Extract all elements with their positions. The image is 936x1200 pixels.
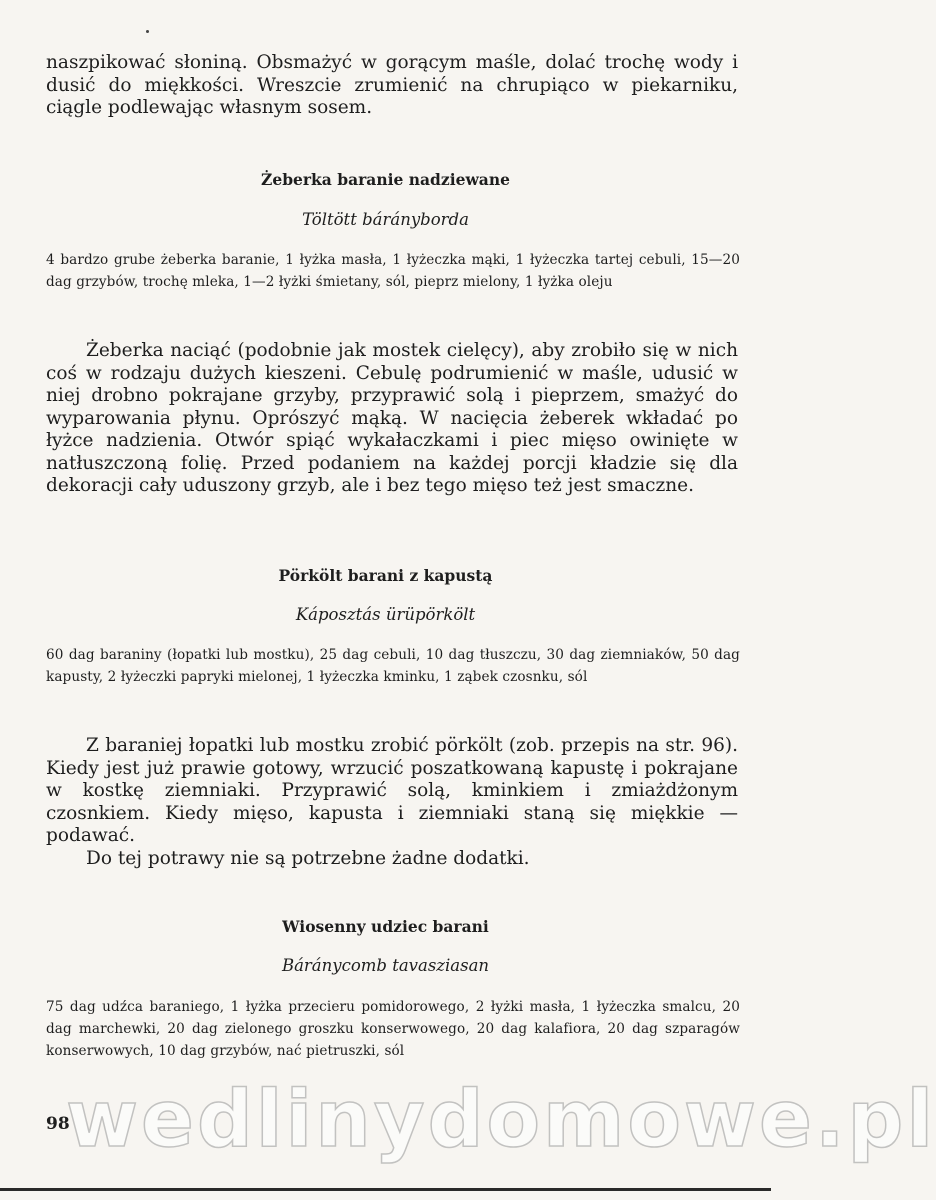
recipe-subtitle: Káposztás ürüpörkölt: [295, 605, 476, 624]
recipe-note: Do tej potrawy nie są potrzebne żadne dodatki.: [86, 848, 530, 869]
recipe-title: Pörkölt barani z kapustą: [278, 566, 493, 585]
watermark-text: wedlinydomowe.pl: [66, 1075, 936, 1165]
recipe-title: Żeberka baranie nadziewane: [261, 170, 510, 189]
intro-paragraph: naszpikować słoniną. Obsmażyć w gorącym maśle, dolać trochę wody i dusić do miękkości. Wreszcie zrumienić na chrupiąco w piekarniku, ciągle podlewając własnym sosem.: [46, 52, 738, 118]
recipe-instructions: Żeberka naciąć (podobnie jak mostek cielęcy), aby zrobiło się w nich coś w rodzaju dużych kieszeni. Cebulę podrumienić w maśle, udusić w niej drobno pokrajane grzyby, przyprawić solą i pieprzem, smażyć do wyparowania płynu. Oprószyć mąką. W nacięcia żeberek wkładać po łyżce nadzienia. Otwór spiąć wykałaczkami i piec mięso owinięte w natłuszczoną folię. Przed podaniem na każdej porcji kładzie się dla dekoracji cały uduszony grzyb, ale i bez tego mięso też jest smaczne.: [46, 340, 738, 496]
recipe-subtitle: Töltött bárányborda: [302, 210, 469, 229]
recipe-ingredients: 60 dag baraniny (łopatki lub mostku), 25 dag cebuli, 10 dag tłuszczu, 30 dag ziemniaków, 50 dag kapusty, 2 łyżeczki papryki mielonej, 1 łyżeczka kminku, 1 ząbek czosnku, sól: [46, 647, 740, 685]
scan-edge-line: [0, 1188, 771, 1191]
recipe-instructions: Z baraniej łopatki lub mostku zrobić pörkölt (zob. przepis na str. 96). Kiedy jest już prawie gotowy, wrzucić poszatkowaną kapustę i pokrajane w kostkę ziemniaki. Przyprawić solą, kminkiem i zmiażdżonym czosnkiem. Kiedy mięso, kapusta i ziemniaki staną się miękkie — podawać.: [46, 735, 738, 846]
page-number: 98: [46, 1114, 70, 1134]
recipe-subtitle: Báránycomb tavasziasan: [281, 956, 490, 975]
ink-speck: [146, 30, 149, 33]
recipe-ingredients: 4 bardzo grube żeberka baranie, 1 łyżka masła, 1 łyżeczka mąki, 1 łyżeczka tartej cebuli, 15—20 dag grzybów, trochę mleka, 1—2 łyżki śmietany, sól, pieprz mielony, 1 łyżka oleju: [46, 252, 740, 290]
recipe-title: Wiosenny udziec barani: [282, 917, 489, 936]
recipe-ingredients: 75 dag udźca baraniego, 1 łyżka przecieru pomidorowego, 2 łyżki masła, 1 łyżeczka smalcu, 20 dag marchewki, 20 dag zielonego groszku konserwowego, 20 dag kalafiora, 20 dag szparagów konserwowych, 10 dag grzybów, nać pietruszki, sól: [46, 999, 740, 1059]
